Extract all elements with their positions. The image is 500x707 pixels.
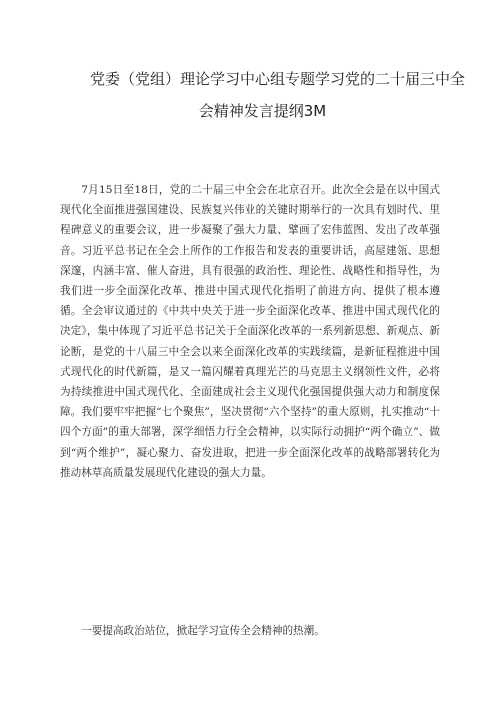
body-paragraph-2: 一要提高政治站位，掀起学习宣传全会精神的热潮。 — [81, 625, 325, 637]
document-title-line-1: 党委（党组）理论学习中心组专题学习党的二十届三中全 — [90, 70, 466, 88]
body-paragraph-1: 7月15日至18日，党的二十届三中全会在北京召开。此次全会是在以中国式现代化全面推进强国建设、民族复兴伟业的关键时期举行的一次具有划时代、里程碑意义的重要会议，进一步凝聚了强大力量、擘画了宏伟蓝图、发出了改革强音。习近平总书记在全会上所作的工作报告和发表的重要讲话，高屋建瓴、思想深邃，内涵丰富、催人奋进，具有很强的政治性、理论性、战略性和指导性，为我们进一步全面深化改革、推进中国式现代化指明了前进方向、提供了根本遵循。全会审议通过的《中共中央关于进一步全面深化改革、推进中国式现代化的决定》，集中体现了习近平总书记关于全面深化改革的一系列新思想、新观点、新论断，是党的十八届三中全会以来全面深化改革的实践续篇，是新征程推进中国式现代化的时代新篇，是又一篇闪耀着真理光芒的马克思主义纲领性文件，必将为持续推进中国式现代化、全面建成社会主义现代化强国提供强大动力和制度保障。我们要牢牢把握“七个聚焦”，坚决贯彻“六个坚持”的重大原则，扎实推动“十四个方面”的重大部署，深学细悟力行全会精神，以实际行动拥护“两个确立”、做到“两个维护”，凝心聚力、奋发进取，把进一步全面深化改革的战略部署转化为推动林草高质量发展现代化建设的强大力量。 — [60, 184, 440, 479]
document-title-line-2: 会精神发言提纲3M — [198, 102, 327, 120]
